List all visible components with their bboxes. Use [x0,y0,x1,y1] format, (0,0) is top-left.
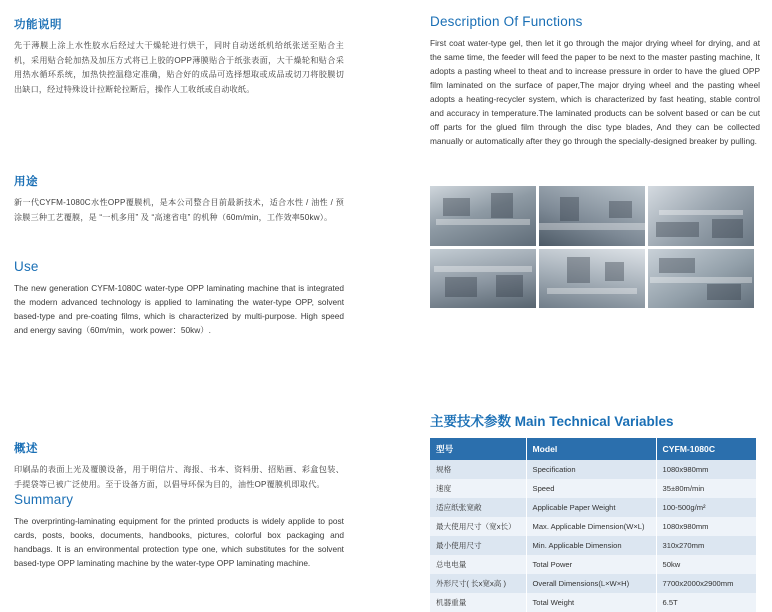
row-label-en: Speed [526,479,656,498]
functions-cn-title: 功能说明 [14,19,62,31]
use-en-title: Use [14,259,39,274]
table-row [430,517,756,536]
row-label-en: Min. Applicable Dimension [526,536,656,555]
row-value: 7700x2000x2900mm [656,574,756,593]
row-value: 310x270mm [656,536,756,555]
row-label-cn: 速度 [430,479,526,498]
table-row [430,555,756,574]
table-row [430,460,756,479]
header-model-en: Model [526,438,656,460]
spec-table [430,438,756,612]
table-row [430,574,756,593]
summary-cn-title: 概述 [14,443,38,455]
use-cn-title: 用途 [14,176,38,188]
spec-table-section [430,410,756,612]
table-row [430,536,756,555]
summary-en-body: The overprinting-laminating equipment for the printed products is widely applide to post cards, posts, books, documents, handbooks, pictures, colorful box packaging and handbags. It is an environmental protection type one, which substitutes for the solvent based-type OPP laminating machine by the water-type OPP laminating machine. [14,516,344,568]
functions-en-title: Description Of Functions [430,14,583,29]
row-label-en: Applicable Paper Weight [526,498,656,517]
row-value: 35±80m/min [656,479,756,498]
use-cn-body: 新一代CYFM-1080C水性OPP覆膜机，是本公司整合目前最新技术，适合水性 / 油性 / 预涂膜三种工艺覆膜，是 “一机多用” 及 “高速省电” 的机种（60m/min，工作效率50kw）。 [14,198,344,222]
functions-en-section [430,14,760,148]
functions-en-body: First coat water-type gel, then let it go through the major drying wheel for drying, and at the same time, the feeder will feed the paper to be next to the master pasting machine, It adopts a pasting wheel to theat and to increase pressure in order to have the glued OPP film laminated on the surface of paper,The major drying wheel and the pasting wheel adopts a heating-recycler system, which is characterized by fast heating, stable control and accuracy in temperature.The laminated products can be solvent based or can be cut off parts for the glued film through the disc type blades, And they can be collected manually or automatically after they go through the specially-designed breaker by pulling. [430,38,760,146]
row-label-cn: 适应纸张宽敞 [430,498,526,517]
machine-photo-4 [430,249,536,309]
row-value: 1080x980mm [656,517,756,536]
row-label-cn: 最大使用尺寸（宽x长） [430,517,526,536]
row-value: 50kw [656,555,756,574]
machine-photo-grid [430,186,754,308]
table-header-row [430,438,756,460]
machine-photo-2 [539,186,645,246]
header-model-cn: 型号 [430,438,526,460]
table-row [430,498,756,517]
summary-cn-body: 印刷品的表面上光及覆膜设备，用于明信片、海报、书本、资料册、招贴画、彩盒包装、手提袋等已被广泛使用。至于设备方面，以倡导环保为目的，油性OP覆膜机即取代。 [14,465,344,489]
row-label-en: Max. Applicable Dimension(W×L) [526,517,656,536]
row-label-cn: 最小使用尺寸 [430,536,526,555]
summary-en-title: Summary [14,492,74,507]
row-value: 1080x980mm [656,460,756,479]
row-label-en: Total Weight [526,593,656,612]
machine-photo-5 [539,249,645,309]
row-label-en: Specification [526,460,656,479]
row-label-cn: 机器重量 [430,593,526,612]
row-label-cn: 总电电量 [430,555,526,574]
machine-photo-3 [648,186,754,246]
functions-cn-body: 先于薄膜上涂上水性胶水后经过大干燥轮进行烘干，同时自动送纸机给纸张送至贴合主机，采用贴合轮加热及加压方式将已上胶的OPP薄膜贴合于纸张表面，大干燥轮和贴合采用热水循环系统，加热快控温稳定准确，贴合好的成品可选择想取或成品或切刀将胶膜切出缺口，经过特殊设计拉断轮拉断后，操作人工收纸或自动收纸。 [14,41,344,94]
row-label-en: Total Power [526,555,656,574]
row-label-en: Overall Dimensions(L×W×H) [526,574,656,593]
machine-photo-6 [648,249,754,309]
table-row [430,479,756,498]
use-cn-section [14,173,344,225]
use-en-body: The new generation CYFM-1080C water-type OPP laminating machine that is integrated the modern advanced technology is applied to laminating the water-type OPP, solvent based-type and pre-coating films, which is characterized by multi-purpose. High speed and energy saving（60m/min，work power：50kw）. [14,283,344,335]
functions-cn-section [14,16,344,97]
summary-cn-section [14,440,344,492]
use-en-section [14,259,344,337]
table-row [430,593,756,612]
header-model-value: CYFM-1080C [656,438,756,460]
spec-table-title: 主要技术参数 Main Technical Variables [430,414,674,429]
row-value: 100-500g/m² [656,498,756,517]
summary-en-section [14,492,344,570]
row-label-cn: 外形尺寸( 长x宽x高 ) [430,574,526,593]
row-label-cn: 规格 [430,460,526,479]
row-value: 6.5T [656,593,756,612]
machine-photo-1 [430,186,536,246]
